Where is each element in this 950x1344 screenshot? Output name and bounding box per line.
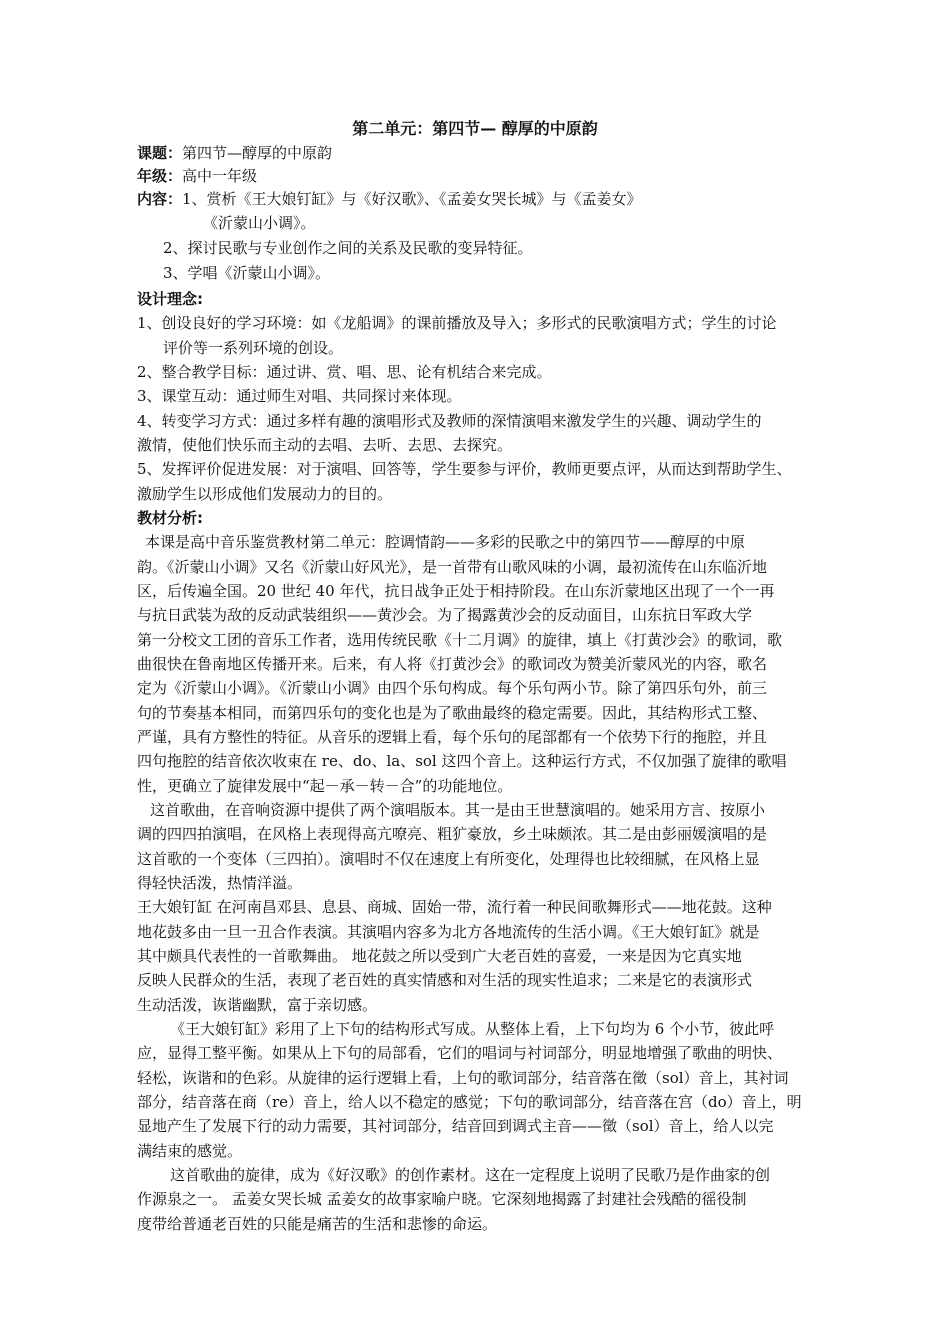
analysis-line: 定为《沂蒙山小调》。《沂蒙山小调》由四个乐句构成。每个乐句两小节。除了第四乐句外，前三 [137, 679, 768, 697]
analysis-heading: 教材分析: [137, 509, 203, 527]
analysis-line: 应，显得工整平衡。如果从上下句的局部看，它们的唱词与衬词部分，明显地增强了歌曲的明快、 [137, 1044, 783, 1062]
content-label: 内容： [137, 190, 183, 208]
analysis-line: 区，后传遍全国。20 世纪 40 年代，抗日战争正处于相持阶段。在山东沂蒙地区出现了一个一再 [137, 582, 775, 600]
analysis-line: 这首歌曲的旋律，成为《好汉歌》的创作素材。这在一定程度上说明了民歌乃是作曲家的创 [170, 1166, 771, 1184]
design-line: 1、创设良好的学习环境：如《龙船调》的课前播放及导入；多形式的民歌演唱方式；学生的讨论 [137, 314, 777, 332]
topic-line [137, 143, 817, 163]
analysis-line: 度带给普通老百姓的只能是痛苦的生活和悲惨的命运。 [137, 1215, 498, 1233]
grade-line [137, 166, 817, 186]
analysis-line: 严谨，具有方整性的特征。从音乐的逻辑上看，每个乐句的尾部都有一个依势下行的拖腔，并且 [137, 728, 768, 746]
analysis-line: 这首歌曲，在音响资源中提供了两个演唱版本。其一是由王世慧演唱的。她采用方言、按原小 [150, 801, 766, 819]
analysis-line: 王大娘钉缸 在河南昌邓县、息县、商城、固始一带，流行着一种民间歌舞形式——地花鼓。这种 [137, 898, 772, 916]
analysis-line: 《王大娘钉缸》彩用了上下句的结构形式写成。从整体上看，上下句均为 6 个小节，彼此呼 [170, 1020, 775, 1038]
analysis-line: 韵。《沂蒙山小调》又名《沂蒙山好风光》，是一首带有山歌风味的小调，最初流传在山东临沂地 [137, 558, 768, 576]
analysis-line: 地花鼓多由一旦一丑合作表演。其演唱内容多为北方各地流传的生活小调。《王大娘钉缸》就是 [137, 923, 760, 941]
analysis-line: 调的四四拍演唱，在风格上表现得高亢嘹亮、粗犷豪放，乡土味颇浓。其二是由彭丽媛演唱的是 [137, 825, 768, 843]
design-line: 激励学生以形成他们发展动力的目的。 [137, 485, 393, 503]
analysis-line: 反映人民群众的生活，表现了老百姓的真实情感和对生活的现实性追求；二来是它的表演形式 [137, 971, 753, 989]
content-line-1 [137, 189, 817, 209]
analysis-line: 作源泉之一。 孟姜女哭长城 孟姜女的故事家喻户晓。它深刻地揭露了封建社会残酷的徭役制 [137, 1190, 747, 1208]
analysis-line: 满结束的感觉。 [137, 1142, 243, 1160]
analysis-line: 性，更确立了旋律发展中“起－承－转－合”的功能地位。 [137, 777, 513, 795]
analysis-line: 其中颇具代表性的一首歌舞曲。 地花鼓之所以受到广大老百姓的喜爱，一来是因为它真实地 [137, 947, 742, 965]
analysis-line: 句的节奏基本相同，而第四乐句的变化也是为了歌曲最终的稳定需要。因此，其结构形式工整、 [137, 704, 768, 722]
content-line-1b: 《沂蒙山小调》。 [203, 214, 316, 232]
design-line: 4、转变学习方式：通过多样有趣的演唱形式及教师的深情演唱来激发学生的兴趣、调动学生的 [137, 412, 762, 430]
content-item-3: 3、学唱《沂蒙山小调》。 [163, 264, 331, 282]
grade-label: 年级： [137, 167, 183, 185]
grade-value: 高中一年级 [182, 167, 258, 185]
analysis-line: 部分，结音落在商（re）音上，给人以不稳定的感觉；下句的歌词部分，结音落在宫（do）音上，明 [137, 1093, 802, 1111]
analysis-line: 本课是高中音乐鉴赏教材第二单元：腔调情韵——多彩的民歌之中的第四节——醇厚的中原 [145, 533, 746, 551]
analysis-line: 显地产生了发展下行的动力需要，其衬词部分，结音回到调式主音——徵（sol）音上，给人以完 [137, 1117, 774, 1135]
content-item-1: 1、赏析《王大娘钉缸》与《好汉歌》、《孟姜女哭长城》与《孟姜女》 [182, 190, 642, 208]
design-line: 激情，使他们快乐而主动的去唱、去听、去思、去探究。 [137, 436, 513, 454]
analysis-line: 与抗日武装为敌的反动武装组织——黄沙会。为了揭露黄沙会的反动面目，山东抗日军政大学 [137, 606, 753, 624]
analysis-line: 轻松，诙谐和的色彩。从旋律的运行逻辑上看，上句的歌词部分，结音落在徵（sol）音上，其衬词 [137, 1069, 789, 1087]
analysis-line: 生动活泼，诙谐幽默，富于亲切感。 [137, 996, 378, 1014]
analysis-line: 得轻快活泼，热情洋溢。 [137, 874, 303, 892]
analysis-line: 第一分校文工团的音乐工作者，选用传统民歌《十二月调》的旋律，填上《打黄沙会》的歌词，歌 [137, 631, 783, 649]
page-title: 第二单元：第四节— 醇厚的中原韵 [352, 119, 598, 138]
design-line: 评价等一系列环境的创设。 [163, 339, 344, 357]
analysis-line: 这首歌的一个变体（三四拍）。演唱时不仅在速度上有所变化，处理得也比较细腻，在风格上显 [137, 850, 760, 868]
topic-label: 课题： [137, 144, 183, 162]
design-heading: 设计理念: [137, 290, 203, 308]
analysis-line: 四句拖腔的结音依次收束在 re、do、la、sol 这四个音上。这种运行方式，不仅加强了旋律的歌唱 [137, 752, 787, 770]
design-line: 2、整合教学目标：通过讲、赏、唱、思、论有机结合来完成。 [137, 363, 552, 381]
design-line: 5、发挥评价促进发展：对于演唱、回答等，学生要参与评价，教师更要点评，从而达到帮助学生、 [137, 460, 792, 478]
analysis-line: 曲很快在鲁南地区传播开来。后来，有人将《打黄沙会》的歌词改为赞美沂蒙风光的内容，歌名 [137, 655, 768, 673]
content-item-2: 2、探讨民歌与专业创作之间的关系及民歌的变异特征。 [163, 239, 533, 257]
design-line: 3、课堂互动：通过师生对唱、共同探讨来体现。 [137, 387, 462, 405]
topic-value: 第四节—醇厚的中原韵 [182, 144, 333, 162]
